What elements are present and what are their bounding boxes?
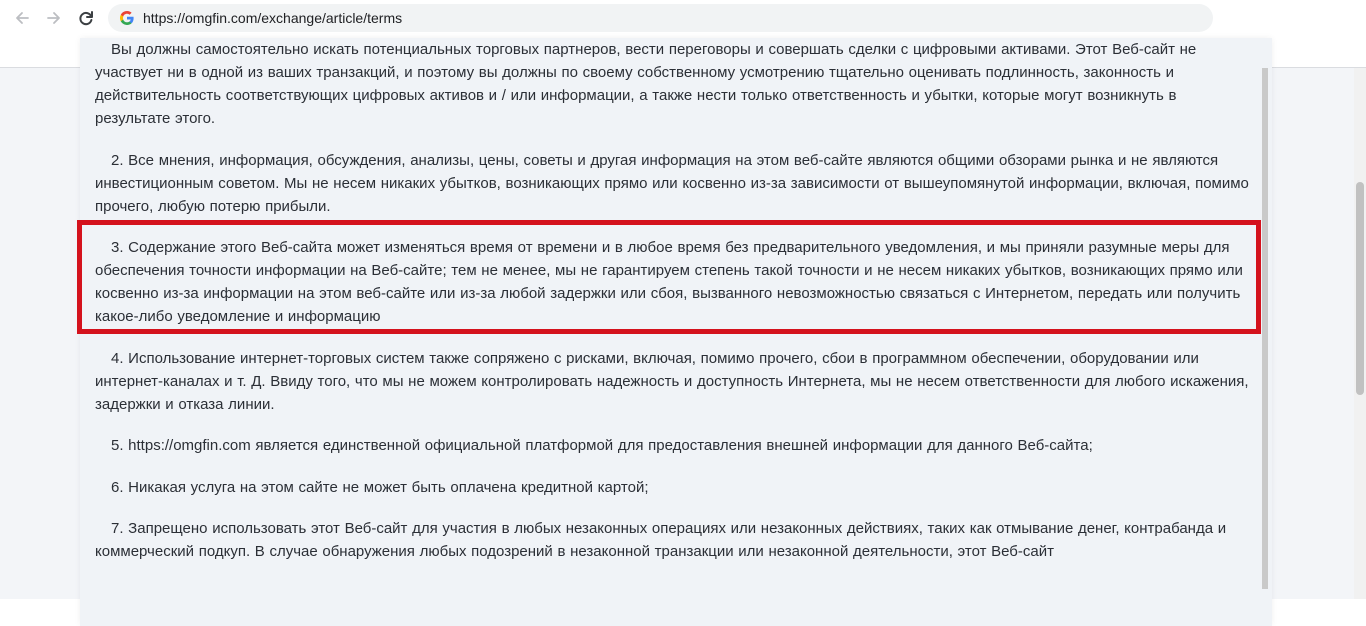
terms-paragraph-7: 7. Запрещено использовать этот Веб-сайт для участия в любых незаконных операциях или незаконных действиях, таких как отмывание денег, контрабанда и коммерческий подкуп. В случае обнаружения любых подозрений в незаконной транзакции или незаконной деятельности, этот Веб-сайт [95, 520, 1227, 560]
page-content [0, 41, 1354, 599]
reload-button[interactable] [75, 7, 97, 29]
back-button[interactable] [11, 7, 33, 29]
reload-icon [77, 9, 95, 27]
page-scrollbar[interactable] [1354, 68, 1366, 599]
arrow-left-icon [13, 9, 31, 27]
terms-paragraph-1: Вы должны самостоятельно искать потенциальных торговых партнеров, вести переговоры и совершать сделки с цифровыми активами. Этот Веб-сайт не участвует ни в одной из ваших транзакций, и поэтому вы должны по своему собственному усмотрению тщательно оценивать подлинность, законность и действительность соответствующих цифровых активов и / или информации, а также нести только ответственность и убытки, которые могут возникнуть в результате этого. [95, 41, 1197, 127]
terms-card [80, 38, 1272, 626]
google-g-icon [119, 10, 135, 26]
terms-paragraph-3: 3. Содержание этого Веб-сайта может изменяться время от времени и в любое время без предварительного уведомления, и мы приняли разумные меры для обеспечения точности информации на Веб-сайте; тем не менее, мы не гарантируем степень такой точности и не несем никаких убытков, возникающих прямо или косвенно из-за информации на этом веб-сайте или из-за любой задержки или сбоя, вызванного невозможностью связаться с Интернетом, передать или получить какое-либо уведомление и информацию [95, 239, 1243, 325]
card-scrollbar[interactable] [1262, 68, 1268, 589]
arrow-right-icon [45, 9, 63, 27]
url-text: https://omgfin.com/exchange/article/terms [143, 10, 403, 26]
terms-paragraph-4: 4. Использование интернет-торговых систем также сопряжено с рисками, включая, помимо прочего, сбои в программном обеспечении, оборудовании или интернет-каналах и т. Д. Ввиду того, что мы не можем контролировать надежность и доступность Интернета, мы не несем ответственности для любого искажения, задержки и отказа линии. [95, 349, 1249, 413]
page-scrollbar-thumb[interactable] [1356, 182, 1364, 395]
terms-paragraph-2: 2. Все мнения, информация, обсуждения, анализы, цены, советы и другая информация на этом веб-сайте являются общими обзорами рынка и не являются инвестиционным советом. Мы не несем никаких убытков, возникающих прямо или косвенно из-за зависимости от вышеупомянутой информации, включая, помимо прочего, любую потерю прибыли. [95, 151, 1249, 215]
terms-paragraph-5: 5. https://omgfin.com является единственной официальной платформой для предоставления внешней информации для данного Веб-сайта; [111, 437, 1093, 454]
forward-button[interactable] [43, 7, 65, 29]
terms-paragraph-6: 6. Никакая услуга на этом сайте не может быть оплачена кредитной картой; [111, 478, 649, 496]
terms-text [95, 38, 1255, 582]
address-bar[interactable] [108, 4, 1213, 32]
